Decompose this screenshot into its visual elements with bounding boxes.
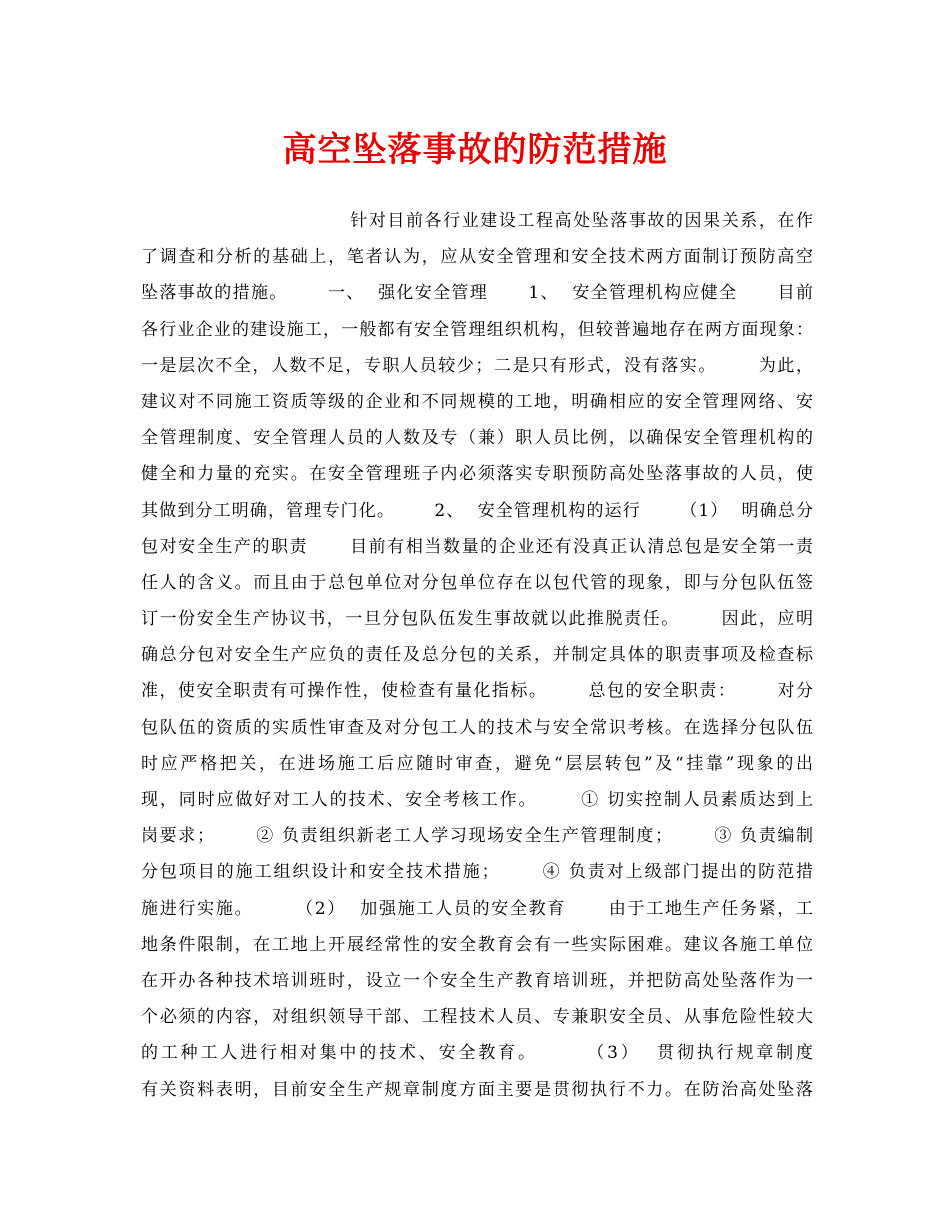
body-line: 岗要求； ② 负责组织新老工人学习现场安全生产管理制度； ③ 负责编制 bbox=[141, 826, 813, 847]
body-line: 全管理制度、安全管理人员的人数及专（兼）职人员比例，以确保安全管理机构的 bbox=[141, 428, 813, 449]
body-line: 各行业企业的建设施工，一般都有安全管理组织机构，但较普遍地存在两方面现象： bbox=[141, 319, 813, 340]
body-line: 在开办各种技术培训班时，设立一个安全生产教育培训班，并把防高处坠落作为一 bbox=[141, 970, 813, 991]
document-body bbox=[141, 203, 813, 1108]
body-line: 坠落事故的措施。 一、 强化安全管理 1、 安全管理机构应健全 目前 bbox=[141, 283, 813, 304]
body-line: 了调查和分析的基础上，笔者认为，应从安全管理和安全技术两方面制订预防高空 bbox=[141, 247, 813, 268]
body-line: 准，使安全职责有可操作性，使检查有量化指标。 总包的安全职责： 对分 bbox=[141, 681, 813, 702]
body-line: 地条件限制，在工地上开展经常性的安全教育会有一些实际困难。建议各施工单位 bbox=[141, 934, 813, 955]
body-line: 包队伍的资质的实质性审查及对分包工人的技术与安全常识考核。在选择分包队伍 bbox=[141, 717, 813, 738]
body-line: 有关资料表明，目前安全生产规章制度方面主要是贯彻执行不力。在防治高处坠落 bbox=[141, 1079, 813, 1100]
body-line: 确总分包对安全生产应负的责任及总分包的关系，并制定具体的职责事项及检查标 bbox=[141, 645, 813, 666]
body-line: 施进行实施。 （2） 加强施工人员的安全教育 由于工地生产任务紧，工 bbox=[141, 898, 813, 919]
body-line: 个必须的内容，对组织领导干部、工程技术人员、专兼职安全员、从事危险性较大 bbox=[141, 1007, 813, 1028]
body-line: 任人的含义。而且由于总包单位对分包单位存在以包代管的现象，即与分包队伍签 bbox=[141, 572, 813, 593]
body-line: 针对目前各行业建设工程高处坠落事故的因果关系，在作 bbox=[141, 211, 813, 231]
body-line: 订一份安全生产协议书，一旦分包队伍发生事故就以此推脱责任。 因此，应明 bbox=[141, 609, 813, 630]
body-line: 包对安全生产的职责 目前有相当数量的企业还有没真正认清总包是安全第一责 bbox=[141, 536, 813, 557]
document-title: 高空坠落事故的防范措施 bbox=[282, 130, 668, 170]
body-line: 建议对不同施工资质等级的企业和不同规模的工地，明确相应的安全管理网络、安 bbox=[141, 391, 813, 412]
body-line: 其做到分工明确，管理专门化。 2、 安全管理机构的运行 （1） 明确总分 bbox=[141, 500, 813, 521]
body-line: 健全和力量的充实。在安全管理班子内必须落实专职预防高处坠落事故的人员，使 bbox=[141, 464, 813, 485]
body-line: 时应严格把关，在进场施工后应随时审查，避免“层层转包”及“挂靠”现象的出 bbox=[141, 753, 813, 774]
body-line: 的工种工人进行相对集中的技术、安全教育。 （3） 贯彻执行规章制度 bbox=[141, 1043, 813, 1064]
body-line: 分包项目的施工组织设计和安全技术措施； ④ 负责对上级部门提出的防范措 bbox=[141, 862, 813, 883]
body-line: 一是层次不全，人数不足，专职人员较少；二是只有形式，没有落实。 为此， bbox=[141, 355, 813, 376]
body-line: 现，同时应做好对工人的技术、安全考核工作。 ① 切实控制人员素质达到上 bbox=[141, 790, 813, 810]
